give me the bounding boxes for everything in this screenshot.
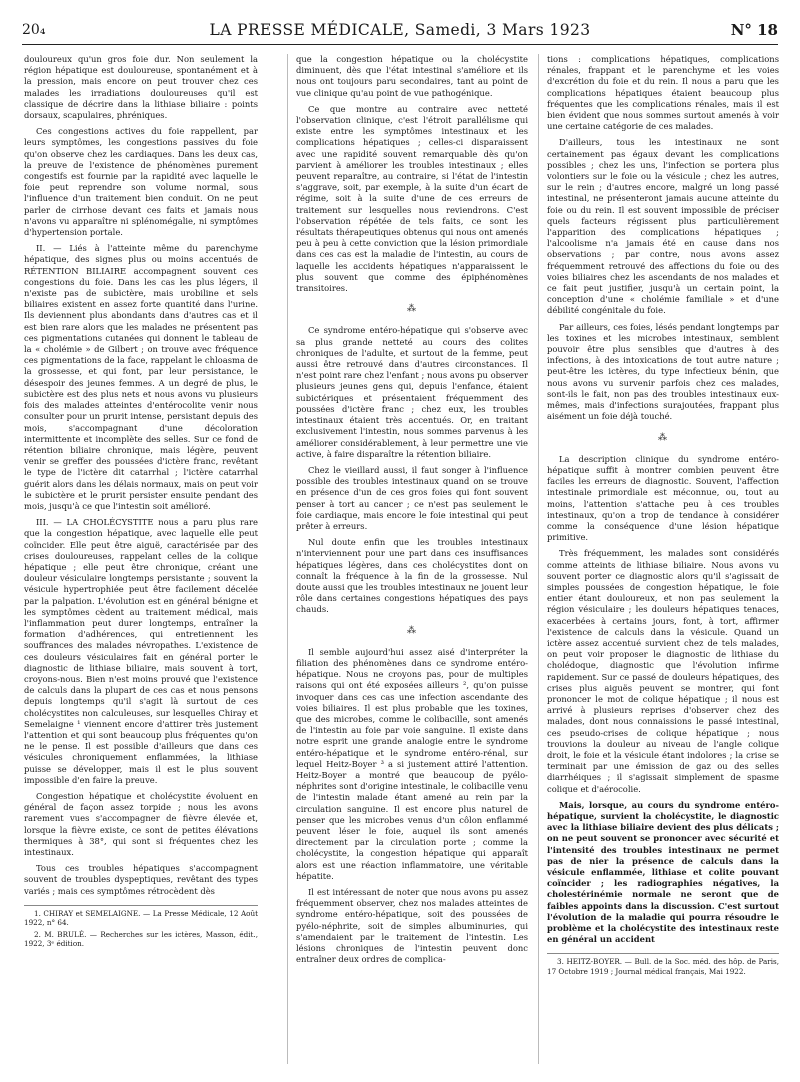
paragraph: Ces congestions actives du foie rappellent, par leurs symptômes, les congestions passives du foie qu'on observe chez les cardiaques. Dans les deux cas, la preuve de l'existence de phénomènes purement congestifs est fournie par la rapidité avec laquelle le foie peut reprendre son volume normal, sous l'influence d'un traitement bien conduit. On ne peut parler de cirrhose devant ces faits et jamais nous n'avons vu apparaître ni splénomégalie, ni symptômes d'hypertension portale. <box>24 126 258 238</box>
column-middle <box>287 54 528 1064</box>
paragraph: Chez le vieillard aussi, il faut songer à l'influence possible des troubles intestinaux quand on se trouve en présence d'un de ces gros foies qui font souvent penser à tort au cancer ; ce n'est pas seulement le foie cardiaque, mais encore le foie intestinal qui peut prêter à erreurs. <box>296 464 528 531</box>
paragraph: D'ailleurs, tous les intestinaux ne sont certainement pas égaux devant les complications possibles ; chez les uns, l'infection se portera plus volontiers sur le foie ou la vésicule ; chez les autres, sur le rein ; d'autres encore, malgré un long passé intestinal, ne présenteront jamais aucune atteinte du foie ou du rein. Il est souvent impossible de préciser quels facteurs régissent plus particulièrement l'apparition des complications hépatiques ; l'alcoolisme n'a jamais été en cause dans nos observations ; par contre, nous avons assez fréquemment retrouvé des affections du foie ou des voies biliaires chez les ascendants de nos malades et ce fait peut justifier, jusqu'à un certain point, la conception d'une « cholémie familiale » et d'une débilité congénitale du foie. <box>547 137 779 316</box>
section-separator: ⁂ <box>658 432 668 443</box>
footnote: 1. CHIRAY et SEMELAIGNE. — La Presse Médicale, 12 Août 1922, n° 64. <box>24 908 258 928</box>
paragraph: tions : complications hépatiques, complications rénales, frappant et le parenchyme et les voies d'excrétion du foie et du rein. Il nous a paru que les complications hépatiques étaient beaucoup plus fréquentes que les complications rénales, mais il est bien évident que nous sommes surtout amenés à voir une certaine catégorie de ces malades. <box>547 54 779 132</box>
paragraph: Ce que montre au contraire avec netteté l'observation clinique, c'est l'étroit parallélisme qui existe entre les symptômes intestinaux et les complications hépatiques ; celles-ci disparaissent avec une rapidité souvent remarquable dès qu'on parvient à améliorer les troubles intestinaux ; elles peuvent reparaître, au contraire, si l'état de l'intestin s'aggrave, soit, par exemple, à la suite d'un écart de régime, soit à la suite d'une de ces erreurs de traitement sur lesquelles nous reviendrons. C'est l'observation répétée de tels faits, ce sont les résultats thérapeutiques obtenus qui nous ont amenés peu à peu à cette conviction que la lésion primordiale dans ces cas est la maladie de l'intestin, au cours de laquelle les accidents hépatiques n'apparaissent le plus souvent que comme des épiphénomènes transitoires. <box>296 103 528 294</box>
footnote: 3. HEITZ-BOYER. — Bull. de la Soc. méd. des hôp. de Paris, 17 Octobre 1919 ; Journal médical français, Mai 1922. <box>547 957 779 976</box>
paragraph: Congestion hépatique et cholécystite évoluent en général de façon assez torpide ; nous les avons rarement vues s'accompagner de fièvre élevée et, lorsque la fièvre existe, ce sont de petites élévations thermiques à 38°, qui sont si fréquentes chez les intestinaux. <box>24 791 258 858</box>
paragraph: Tous ces troubles hépatiques s'accompagnent souvent de troubles dyspeptiques, revêtant des types variés ; mais ces symptômes rétrocèdent dès <box>24 863 258 896</box>
section-separator: ⁂ <box>407 625 417 636</box>
issue-number: N° 18 <box>730 21 778 39</box>
paragraph: Très fréquemment, les malades sont considérés comme atteints de lithiase biliaire. Nous avons vu souvent porter ce diagnostic alors qu'il s'agissait de simples poussées de congestion hépatique, le foie entier étant douloureux, et non pas seulement la région vésiculaire ; les douleurs hépatiques tenaces, exacerbées à certains jours, font, à tort, affirmer l'existence de calculs dans la vésicule. Quand un ictère assez accentué survient chez de tels malades, on peut voir proposer le diagnostic de lithiase du cholédoque, diagnostic que l'évolution infirme rapidement. Sur ce passé de douleurs hépatiques, des crises plus aiguës peuvent se montrer, qui font prononcer le mot de colique hépatique ; il nous est arrivé à plusieurs reprises d'observer chez des malades, dont nous connaissions le passé intestinal, ces pseudo-crises de colique hépatique ; nous trouvions la douleur au niveau de l'angle colique droit, le foie et la vésicule étant indolores ; la crise se terminait par une émission de gaz ou des selles diarrhéiques ; il s'agissait simplement de spasme colique et d'aérocolie. <box>547 548 779 794</box>
paragraph: Par ailleurs, ces foies, lésés pendant longtemps par les toxines et les microbes intestinaux, semblent pouvoir être plus sensibles que d'autres à des infections, à des intoxications de tout autre nature ; peut-être les ictères, du type infectieux bénin, que nous avons vu survenir parfois chez ces malades, sont-ils le fait, non pas des troubles intestinaux eux-mêmes, mais d'infections surajoutées, frappant plus aisément un foie déjà touché. <box>547 321 779 422</box>
journal-title: LA PRESSE MÉDICALE, Samedi, 3 Mars 1923 <box>209 21 591 39</box>
paragraph: Il semble aujourd'hui assez aisé d'interpréter la filiation des phénomènes dans ce syndrome entéro-hépatique. Nous ne croyons pas, pour de multiples raisons qui ont été exposées ailleurs ², qu'on puisse invoquer dans ces cas une infection ascendante des voies biliaires. Il est plus probable que les toxines, que des microbes, comme le colibacille, sont amenés de l'intestin au foie par voie sanguine. Il existe dans notre esprit une grande analogie entre le syndrome entéro-hépatique et le syndrome entéro-rénal, sur lequel Heitz-Boyer ³ a si justement attiré l'attention. Heitz-Boyer a montré que beaucoup de pyélo-néphrites sont d'origine intestinale, le colibacille venu de l'intestin malade étant amené au rein par la circulation sanguine. Il est encore plus naturel de penser que les microbes venus d'un côlon enflammé peuvent léser le foie, auquel ils sont amenés directement par la circulation porte ; comme la cholécystite, la congestion hépatique qui apparaît alors est une réaction inflammatoire, une véritable hépatite. <box>296 646 528 881</box>
paragraph: Il est intéressant de noter que nous avons pu assez fréquemment observer, chez nos malades atteintes de syndrome entéro-hépatique, soit des poussées de pyélo-néphrite, soit de simples albuminuries, qui s'amendaient par le traitement de l'intestin. Les lésions chroniques de l'intestin peuvent donc entraîner deux ordres de complica- <box>296 887 528 965</box>
paragraph: La description clinique du syndrome entéro-hépatique suffit à montrer combien peuvent être faciles les erreurs de diagnostic. Souvent, l'affection intestinale primordiale est méconnue, ou, tout au moins, l'attention s'attache peu à ces troubles intestinaux, qu'on a trop de tendance à considérer comme la conséquence d'une lésion hépatique primitive. <box>547 453 779 543</box>
footnotes <box>547 953 779 976</box>
footnotes <box>24 905 258 949</box>
paragraph: Mais, lorsque, au cours du syndrome entéro-hépatique, survient la cholécystite, le diagnostic avec la lithiase biliaire devient des plus délicats ; on ne peut souvent se prononcer avec sécurité et l'intensité des troubles intestinaux ne permet pas de nier la présence de calculs dans la vésicule enflammée, lithiase et colite pouvant coïncider ; les radiographies négatives, la cholestérinémie normale ne seront que de faibles appoints dans la discussion. C'est surtout l'évolution de la maladie qui pourra résoudre le problème et la cholécystite des intestinaux reste en général un accident <box>547 799 779 945</box>
column-right <box>538 54 779 1064</box>
paragraph: douloureux qu'un gros foie dur. Non seulement la région hépatique est douloureuse, spontanément et à la pression, mais encore on peut trouver chez ces malades les irradiations douloureuses qu'il est classique de décrire dans la lithiase biliaire : points dorsaux, scapulaires, phréniques. <box>24 54 258 121</box>
running-header <box>22 22 778 45</box>
section-separator: ⁂ <box>407 304 417 315</box>
paragraph: que la congestion hépatique ou la cholécystite diminuent, dès que l'état intestinal s'améliore et ils nous ont toujours paru secondaires, tant au point de vue clinique qu'au point de vue pathogénique. <box>296 54 528 98</box>
paragraph: III. — LA CHOLÉCYSTITE nous a paru plus rare que la congestion hépatique, avec laquelle elle peut coïncider. Elle peut être aiguë, caractérisée par des crises douloureuses, rappelant celles de la colique hépatique ; elle peut être chronique, créant une douleur vésiculaire longtemps persistante ; souvent la vésicule hypertrophiée peut être facilement décelée par la palpation. L'évolution est en général bénigne et les symptômes cèdent au traitement médical, mais l'inflammation peut durer longtemps, entraîner la formation d'adhérences, qui entretiennent les souffrances des malades névropathes. L'existence de ces douleurs vésiculaires fait en général porter le diagnostic de lithiase biliaire, mais souvent à tort, croyons-nous. Bien n'est moins prouvé que l'existence de calculs dans la plupart de ces cas et nous pensons depuis longtemps qu'il s'agit là surtout de ces cholécystites non calculeuses, sur lesquelles Chiray et Semelaigne ¹ viennent encore d'attirer très justement l'attention et qui sont beaucoup plus fréquentes qu'on ne le pense. Il est possible d'ailleurs que dans ces vésicules chroniquement enflammées, la lithiase puisse se développer, mais il est le plus souvent impossible d'en faire la preuve. <box>24 517 258 785</box>
page-number: 20₄ <box>22 22 46 38</box>
footnote: 2. M. BRULÉ. — Recherches sur les ictères, Masson, édit., 1922, 3ᵉ édition. <box>24 929 258 949</box>
column-left <box>24 54 258 1064</box>
paragraph: II. — Liés à l'atteinte même du parenchyme hépatique, des signes plus ou moins accentués de RÉTENTION BILIAIRE accompagnent souvent ces congestions du foie. Dans les cas les plus légers, il n'existe pas de subictère, mais urobiline et sels biliaires existent en assez forte quantité dans l'urine. Ils deviennent plus abondants dans d'autres cas et il est bien rare alors que les malades ne présentent pas ces pigmentations cutanées qui donnent le tableau de la « cholémie » de Gilbert ; on trouve avec fréquence ces pigmentations de la face, rappelant le chloasma de la grossesse, et qui font, par leur persistance, le désespoir des jeunes femmes. A un degré de plus, le subictère est des plus nets et nous avons vu plusieurs fois des malades atteintes d'entérocolite venir nous consulter pour un prurit intense, persistant depuis des mois, s'accompagnant d'une décoloration intermittente et incomplète des selles. Sur ce fond de rétention biliaire chronique, mais légère, peuvent venir se greffer des poussées d'ictère franc, revêtant le type de l'ictère dit catarrhal ; l'ictère catarrhal guérit alors dans les délais normaux, mais on peut voir le subictère et le prurit persister ensuite pendant des mois, jusqu'à ce que l'intestin soit amélioré. <box>24 243 258 511</box>
paragraph: Nul doute enfin que les troubles intestinaux n'interviennent pour une part dans ces insuffisances hépatiques légères, dans ces cholécystites dont on connaît la fréquence à la fin de la grossesse. Nul doute aussi que les troubles intestinaux ne jouent leur rôle dans certaines congestions hépatiques des pays chauds. <box>296 537 528 615</box>
paragraph: Ce syndrome entéro-hépatique qui s'observe avec sa plus grande netteté au cours des colites chroniques de l'adulte, et surtout de la femme, peut aussi être retrouvé dans d'autres circonstances. Il n'est point rare chez l'enfant ; nous avons pu observer plusieurs jeunes gens qui, depuis l'enfance, étaient subictériques et présentaient fréquemment des poussées d'ictère franc ; chez eux, les troubles intestinaux étaient très accentués. Or, en traitant exclusivement l'intestin, nous sommes parvenus à les améliorer considérablement, à leur permettre une vie active, à faire disparaître la rétention biliaire. <box>296 325 528 459</box>
